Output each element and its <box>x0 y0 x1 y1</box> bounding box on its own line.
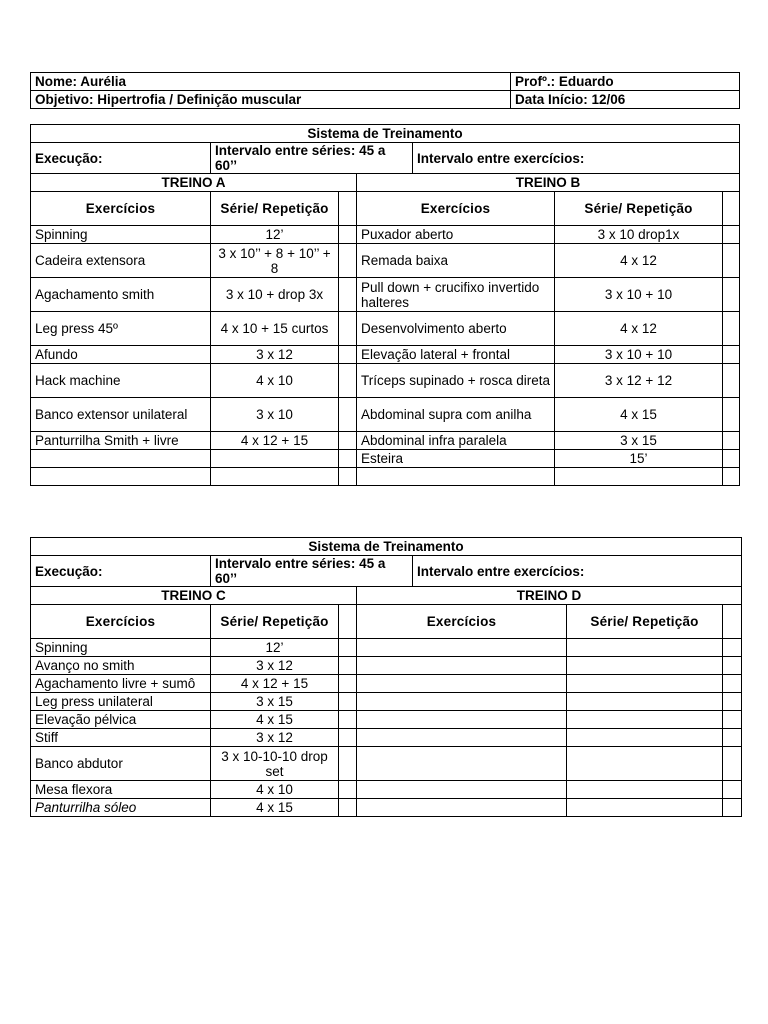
reps-b <box>555 468 723 486</box>
empty-cell <box>723 781 742 799</box>
table-row <box>31 639 742 657</box>
exercise-c: Avanço no smith <box>31 657 211 675</box>
exercise-b: Elevação lateral + frontal <box>357 346 555 364</box>
empty-cell <box>339 799 357 817</box>
client-name: Nome: Aurélia <box>31 73 511 91</box>
exercise-d <box>357 639 567 657</box>
reps-d <box>567 799 723 817</box>
reps-d <box>567 693 723 711</box>
table-row <box>31 226 740 244</box>
col-exercises-c: Exercícios <box>31 605 211 639</box>
empty-cell <box>339 312 357 346</box>
table-row <box>31 711 742 729</box>
exercise-b: Puxador aberto <box>357 226 555 244</box>
exercise-c: Banco abdutor <box>31 747 211 781</box>
empty-cell <box>723 729 742 747</box>
reps-d <box>567 747 723 781</box>
empty-cell <box>339 346 357 364</box>
exercise-b: Esteira <box>357 450 555 468</box>
execution-label: Execução: <box>31 556 211 587</box>
exercise-c: Spinning <box>31 639 211 657</box>
empty-cell <box>339 605 357 639</box>
reps-a: 3 x 10’’ + 8 + 10’’ + 8 <box>211 244 339 278</box>
empty-cell <box>723 605 742 639</box>
reps-c: 3 x 10-10-10 drop set <box>211 747 339 781</box>
reps-c: 3 x 15 <box>211 693 339 711</box>
exercise-a <box>31 468 211 486</box>
exercise-a: Spinning <box>31 226 211 244</box>
exercise-c: Leg press unilateral <box>31 693 211 711</box>
reps-c: 4 x 15 <box>211 799 339 817</box>
empty-cell <box>339 278 357 312</box>
exercise-d <box>357 657 567 675</box>
exercise-b: Abdominal infra paralela <box>357 432 555 450</box>
col-exercises-a: Exercícios <box>31 192 211 226</box>
reps-d <box>567 657 723 675</box>
reps-c: 4 x 10 <box>211 781 339 799</box>
exercise-a: Hack machine <box>31 364 211 398</box>
exercise-d <box>357 729 567 747</box>
training-goal: Objetivo: Hipertrofia / Definição muscular <box>31 91 511 109</box>
table-row <box>31 799 742 817</box>
empty-cell <box>723 450 740 468</box>
exercise-d <box>357 799 567 817</box>
reps-c: 4 x 15 <box>211 711 339 729</box>
table-row <box>31 278 740 312</box>
empty-cell <box>339 657 357 675</box>
empty-cell <box>723 693 742 711</box>
training-table-cd <box>30 537 742 817</box>
reps-d <box>567 781 723 799</box>
empty-cell <box>339 711 357 729</box>
exercise-a: Banco extensor unilateral <box>31 398 211 432</box>
reps-b: 3 x 10 + 10 <box>555 346 723 364</box>
exercise-a <box>31 450 211 468</box>
empty-cell <box>339 468 357 486</box>
reps-a: 12’ <box>211 226 339 244</box>
reps-a: 4 x 10 + 15 curtos <box>211 312 339 346</box>
exercise-c: Elevação pélvica <box>31 711 211 729</box>
empty-cell <box>339 729 357 747</box>
table-row <box>31 450 740 468</box>
reps-d <box>567 711 723 729</box>
empty-cell <box>339 450 357 468</box>
col-series-c: Série/ Repetição <box>211 605 339 639</box>
treino-a-heading: TREINO A <box>31 174 357 192</box>
empty-cell <box>723 639 742 657</box>
reps-a: 3 x 10 <box>211 398 339 432</box>
system-title: Sistema de Treinamento <box>31 538 742 556</box>
exercise-a: Agachamento smith <box>31 278 211 312</box>
exercise-c: Mesa flexora <box>31 781 211 799</box>
exercise-a: Leg press 45º <box>31 312 211 346</box>
exercise-b: Remada baixa <box>357 244 555 278</box>
reps-b: 3 x 10 drop1x <box>555 226 723 244</box>
exercise-a: Panturrilha Smith + livre <box>31 432 211 450</box>
reps-c: 4 x 12 + 15 <box>211 675 339 693</box>
empty-cell <box>723 226 740 244</box>
exercise-b <box>357 468 555 486</box>
empty-cell <box>339 226 357 244</box>
empty-cell <box>723 192 740 226</box>
exercise-d <box>357 781 567 799</box>
empty-cell <box>723 711 742 729</box>
reps-c: 12’ <box>211 639 339 657</box>
table-row <box>31 364 740 398</box>
reps-b: 3 x 15 <box>555 432 723 450</box>
table-row <box>31 657 742 675</box>
reps-c: 3 x 12 <box>211 657 339 675</box>
empty-cell <box>339 747 357 781</box>
system-title: Sistema de Treinamento <box>31 125 740 143</box>
table-row <box>31 312 740 346</box>
start-date: Data Início: 12/06 <box>511 91 740 109</box>
reps-a: 3 x 12 <box>211 346 339 364</box>
empty-cell <box>339 244 357 278</box>
empty-cell <box>723 244 740 278</box>
table-row <box>31 675 742 693</box>
trainer-name: Profº.: Eduardo <box>511 73 740 91</box>
reps-b: 3 x 12 + 12 <box>555 364 723 398</box>
series-interval: Intervalo entre séries: 45 a 60’’ <box>211 143 413 174</box>
reps-b: 4 x 12 <box>555 244 723 278</box>
reps-a <box>211 450 339 468</box>
empty-cell <box>723 278 740 312</box>
empty-cell <box>723 364 740 398</box>
col-exercises-b: Exercícios <box>357 192 555 226</box>
exercise-d <box>357 693 567 711</box>
empty-cell <box>339 398 357 432</box>
training-table-ab <box>30 124 740 486</box>
empty-cell <box>723 747 742 781</box>
exercise-c: Stiff <box>31 729 211 747</box>
table-row <box>31 781 742 799</box>
empty-cell <box>339 192 357 226</box>
exercise-b: Desenvolvimento aberto <box>357 312 555 346</box>
reps-d <box>567 675 723 693</box>
series-interval: Intervalo entre séries: 45 a 60’’ <box>211 556 413 587</box>
exercise-a: Cadeira extensora <box>31 244 211 278</box>
reps-b: 15’ <box>555 450 723 468</box>
exercise-d <box>357 747 567 781</box>
table-row <box>31 432 740 450</box>
empty-cell <box>339 781 357 799</box>
col-series-d: Série/ Repetição <box>567 605 723 639</box>
treino-c-heading: TREINO C <box>31 587 357 605</box>
table-row <box>31 729 742 747</box>
empty-cell <box>723 799 742 817</box>
empty-cell <box>723 312 740 346</box>
empty-cell <box>339 693 357 711</box>
empty-cell <box>339 432 357 450</box>
reps-b: 3 x 10 + 10 <box>555 278 723 312</box>
exercise-interval: Intervalo entre exercícios: <box>413 556 742 587</box>
treino-b-heading: TREINO B <box>357 174 740 192</box>
empty-cell <box>339 364 357 398</box>
col-series-a: Série/ Repetição <box>211 192 339 226</box>
exercise-b: Tríceps supinado + rosca direta <box>357 364 555 398</box>
exercise-b: Abdominal supra com anilha <box>357 398 555 432</box>
execution-label: Execução: <box>31 143 211 174</box>
client-header-table <box>30 72 740 109</box>
exercise-d <box>357 711 567 729</box>
empty-cell <box>723 468 740 486</box>
reps-b: 4 x 15 <box>555 398 723 432</box>
exercise-d <box>357 675 567 693</box>
table-row <box>31 747 742 781</box>
empty-cell <box>339 675 357 693</box>
exercise-a: Afundo <box>31 346 211 364</box>
empty-cell <box>723 346 740 364</box>
treino-d-heading: TREINO D <box>357 587 742 605</box>
col-exercises-d: Exercícios <box>357 605 567 639</box>
empty-cell <box>723 657 742 675</box>
reps-c: 3 x 12 <box>211 729 339 747</box>
empty-cell <box>723 675 742 693</box>
col-series-b: Série/ Repetição <box>555 192 723 226</box>
reps-a: 4 x 10 <box>211 364 339 398</box>
reps-b: 4 x 12 <box>555 312 723 346</box>
table-row <box>31 693 742 711</box>
exercise-c: Panturrilha sóleo <box>31 799 211 817</box>
reps-a <box>211 468 339 486</box>
reps-d <box>567 639 723 657</box>
reps-d <box>567 729 723 747</box>
table-row <box>31 346 740 364</box>
empty-cell <box>723 398 740 432</box>
reps-a: 3 x 10 + drop 3x <box>211 278 339 312</box>
table-row <box>31 398 740 432</box>
exercise-c: Agachamento livre + sumô <box>31 675 211 693</box>
empty-cell <box>339 639 357 657</box>
table-row <box>31 244 740 278</box>
table-row <box>31 468 740 486</box>
empty-cell <box>723 432 740 450</box>
reps-a: 4 x 12 + 15 <box>211 432 339 450</box>
exercise-interval: Intervalo entre exercícios: <box>413 143 740 174</box>
exercise-b: Pull down + crucifixo invertido halteres <box>357 278 555 312</box>
